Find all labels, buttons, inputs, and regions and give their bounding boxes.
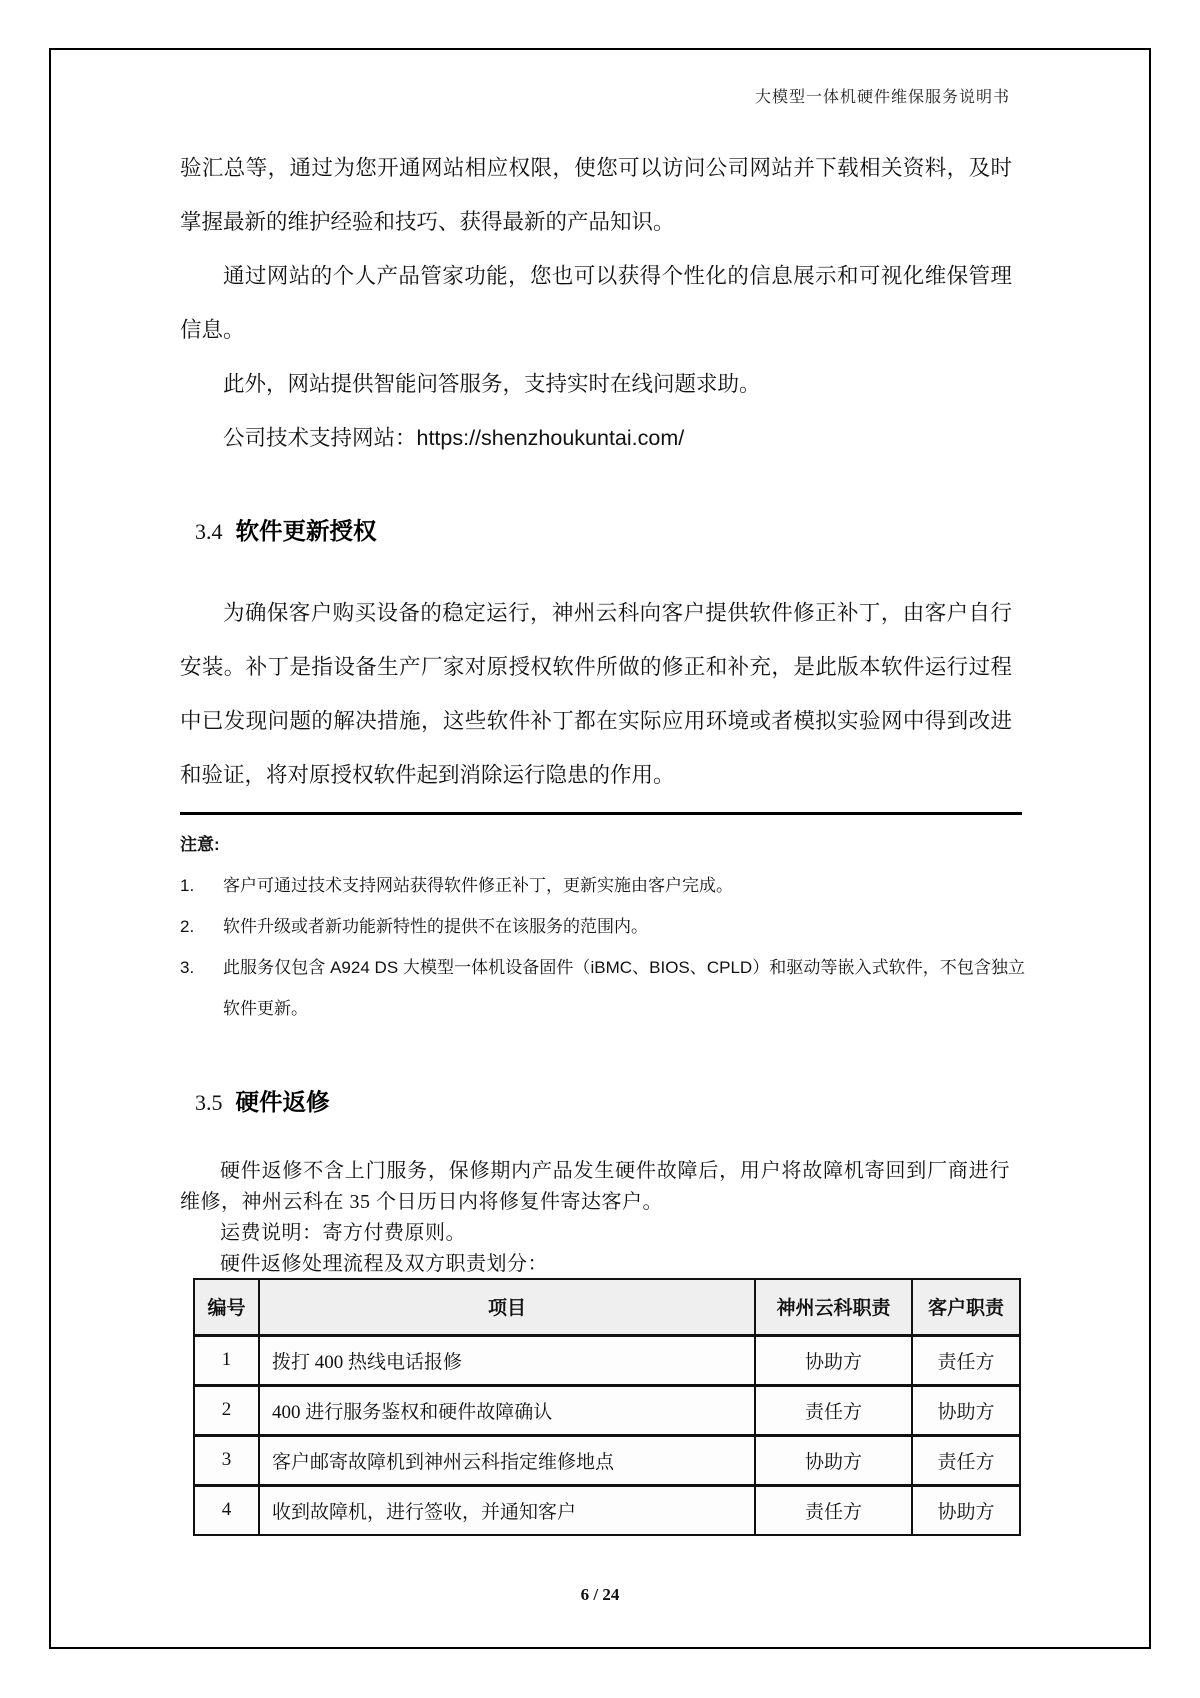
table-header-row — [194, 1279, 1020, 1335]
section-3-4-paragraph: 为确保客户购买设备的稳定运行，神州云科向客户提供软件修正补丁，由客户自行安装。补丁是指设备生产厂家对原授权软件所做的修正和补充，是此版本软件运行过程中已发现问题的解决措施，这些软件补丁都在实际应用环境或者模拟实验网中得到改进和验证，将对原授权软件起到消除运行隐患的作用。 — [180, 601, 1012, 787]
notice-item — [180, 947, 1025, 1029]
table-header-item: 项目 — [259, 1279, 755, 1335]
row-number-cell: 1 — [194, 1335, 259, 1385]
section-3-5-paragraph-1: 硬件返修不含上门服务，保修期内产品发生硬件故障后，用户将故障机寄回到厂商进行维修，神州云科在 35 个日历日内将修复件寄达客户。 — [180, 1160, 1010, 1213]
row-number-cell: 2 — [194, 1385, 259, 1435]
support-website-line: 公司技术支持网站：https://shenzhoukuntai.com/ — [223, 426, 685, 450]
table-intro-line: 硬件返修处理流程及双方职责划分： — [220, 1253, 548, 1275]
notice-item — [180, 906, 1025, 947]
table-row — [194, 1435, 1020, 1485]
notice-block — [180, 824, 1025, 1029]
table-header-number: 编号 — [194, 1279, 259, 1335]
table-header-vendor-duty: 神州云科职责 — [755, 1279, 912, 1335]
table-row — [194, 1485, 1020, 1535]
row-number-cell: 3 — [194, 1435, 259, 1485]
table-row — [194, 1385, 1020, 1435]
intro-paragraph-2: 通过网站的个人产品管家功能，您也可以获得个性化的信息展示和可视化维保管理信息。 — [180, 264, 1012, 342]
page-number: 6 / 24 — [580, 1585, 620, 1604]
intro-paragraph-3: 此外，网站提供智能问答服务，支持实时在线问题求助。 — [223, 372, 761, 396]
row-vendor-duty-cell: 责任方 — [755, 1485, 912, 1535]
table-header-customer-duty: 客户职责 — [912, 1279, 1020, 1335]
notice-item-number: 2. — [180, 917, 195, 936]
notice-item — [180, 865, 1025, 906]
section-3-4-heading — [195, 512, 377, 546]
responsibilities-table — [193, 1278, 1021, 1536]
doc-header-title: 大模型一体机硬件维保服务说明书 — [754, 89, 1010, 106]
section-3-5-body — [180, 1156, 1010, 1280]
section-3-5-title: 硬件返修 — [235, 1089, 330, 1115]
row-item-cell: 拨打 400 热线电话报修 — [259, 1335, 755, 1385]
section-3-4-title: 软件更新授权 — [235, 518, 377, 544]
row-customer-duty-cell: 协助方 — [912, 1485, 1020, 1535]
intro-paragraphs — [180, 141, 1012, 465]
notice-item-text: 软件升级或者新功能新特性的提供不在该服务的范围内。 — [223, 917, 648, 936]
row-customer-duty-cell: 责任方 — [912, 1335, 1020, 1385]
shipping-note-line: 运费说明：寄方付费原则。 — [220, 1222, 466, 1244]
row-number-cell: 4 — [194, 1485, 259, 1535]
row-item-cell: 收到故障机，进行签收，并通知客户 — [259, 1485, 755, 1535]
notice-item-number: 3. — [180, 958, 195, 977]
section-3-4-body — [180, 586, 1012, 802]
row-item-cell: 400 进行服务鉴权和硬件故障确认 — [259, 1385, 755, 1435]
section-3-5-heading — [195, 1083, 330, 1117]
notice-item-text: 此服务仅包含 A924 DS 大模型一体机设备固件（iBMC、BIOS、CPLD）和驱动等嵌入式软件，不包含独立软件更新。 — [223, 958, 1025, 1018]
row-vendor-duty-cell: 协助方 — [755, 1435, 912, 1485]
row-customer-duty-cell: 协助方 — [912, 1385, 1020, 1435]
row-vendor-duty-cell: 协助方 — [755, 1335, 912, 1385]
row-vendor-duty-cell: 责任方 — [755, 1385, 912, 1435]
row-item-cell: 客户邮寄故障机到神州云科指定维修地点 — [259, 1435, 755, 1485]
table-row — [194, 1335, 1020, 1385]
notice-divider-rule — [180, 812, 1022, 815]
row-customer-duty-cell: 责任方 — [912, 1435, 1020, 1485]
notice-item-number: 1. — [180, 876, 195, 895]
intro-paragraph-1: 验汇总等，通过为您开通网站相应权限，使您可以访问公司网站并下载相关资料，及时掌握最新的维护经验和技巧、获得最新的产品知识。 — [180, 156, 1012, 234]
section-3-5-number: 3.5 — [195, 1090, 223, 1115]
section-3-4-number: 3.4 — [195, 519, 223, 544]
notice-item-text: 客户可通过技术支持网站获得软件修正补丁，更新实施由客户完成。 — [223, 876, 733, 895]
notice-label: 注意: — [180, 835, 220, 854]
